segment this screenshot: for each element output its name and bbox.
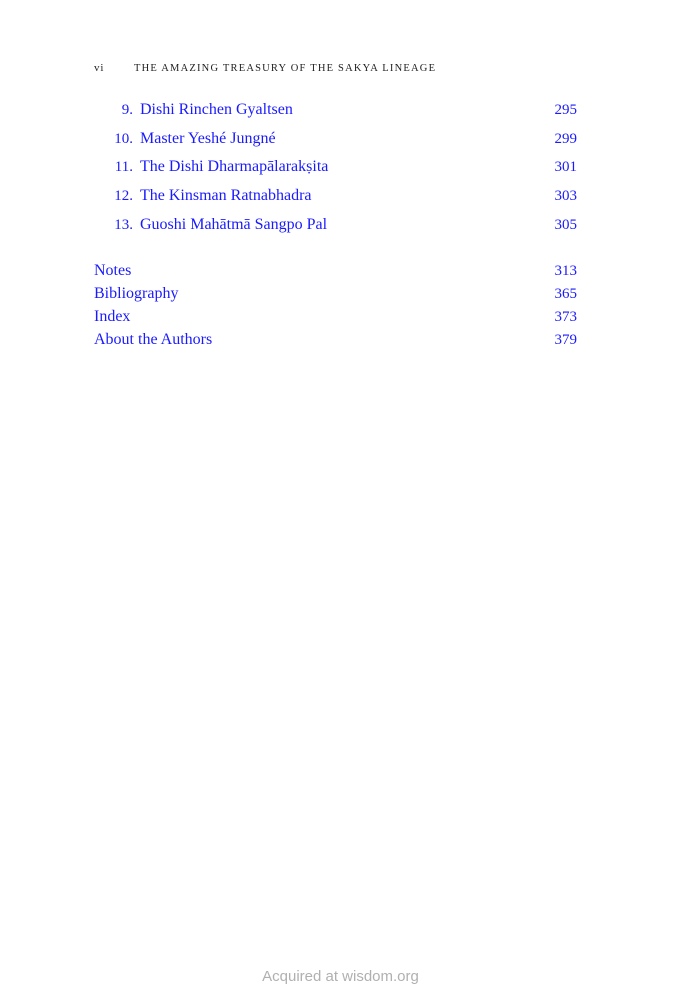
- chapter-page[interactable]: 295: [554, 102, 577, 118]
- toc-entry-chapter-10[interactable]: [94, 128, 577, 150]
- toc-entry-chapter-9[interactable]: [94, 99, 577, 121]
- chapter-page[interactable]: 299: [554, 131, 577, 147]
- page-number: vi: [94, 62, 105, 74]
- section-title[interactable]: Bibliography: [94, 285, 179, 302]
- chapter-page[interactable]: 301: [554, 159, 577, 175]
- chapter-page[interactable]: 305: [554, 217, 577, 233]
- chapter-page[interactable]: 303: [554, 188, 577, 204]
- chapter-number: 10.: [114, 131, 133, 147]
- toc-entry-notes[interactable]: [94, 260, 577, 282]
- section-page[interactable]: 365: [554, 286, 577, 302]
- chapter-title[interactable]: The Dishi Dharmapālarakṣita: [140, 158, 329, 175]
- section-title[interactable]: About the Authors: [94, 331, 213, 348]
- chapter-number: 13.: [114, 217, 133, 233]
- section-title[interactable]: Notes: [94, 262, 132, 279]
- toc-entry-index[interactable]: [94, 306, 577, 328]
- toc-entry-chapter-13[interactable]: [94, 214, 577, 236]
- watermark-footer: Acquired at wisdom.org: [262, 968, 419, 985]
- section-page[interactable]: 379: [554, 332, 577, 348]
- toc-entry-chapter-11[interactable]: [94, 156, 577, 178]
- chapter-number: 9.: [121, 102, 133, 118]
- running-head: [94, 62, 436, 74]
- chapter-title[interactable]: Dishi Rinchen Gyaltsen: [140, 101, 293, 118]
- section-title[interactable]: Index: [94, 308, 131, 325]
- toc-entry-about-the-authors[interactable]: [94, 329, 577, 351]
- toc-entry-bibliography[interactable]: [94, 283, 577, 305]
- chapter-number: 12.: [114, 188, 133, 204]
- chapter-title[interactable]: Guoshi Mahātmā Sangpo Pal: [140, 216, 328, 233]
- section-page[interactable]: 373: [554, 309, 577, 325]
- chapter-title[interactable]: Master Yeshé Jungné: [140, 130, 276, 147]
- book-title: THE AMAZING TREASURY OF THE SAKYA LINEAGE: [134, 63, 437, 74]
- chapter-title[interactable]: The Kinsman Ratnabhadra: [140, 187, 312, 204]
- toc-entry-chapter-12[interactable]: [94, 185, 577, 207]
- chapter-number: 11.: [114, 159, 133, 175]
- section-page[interactable]: 313: [554, 263, 577, 279]
